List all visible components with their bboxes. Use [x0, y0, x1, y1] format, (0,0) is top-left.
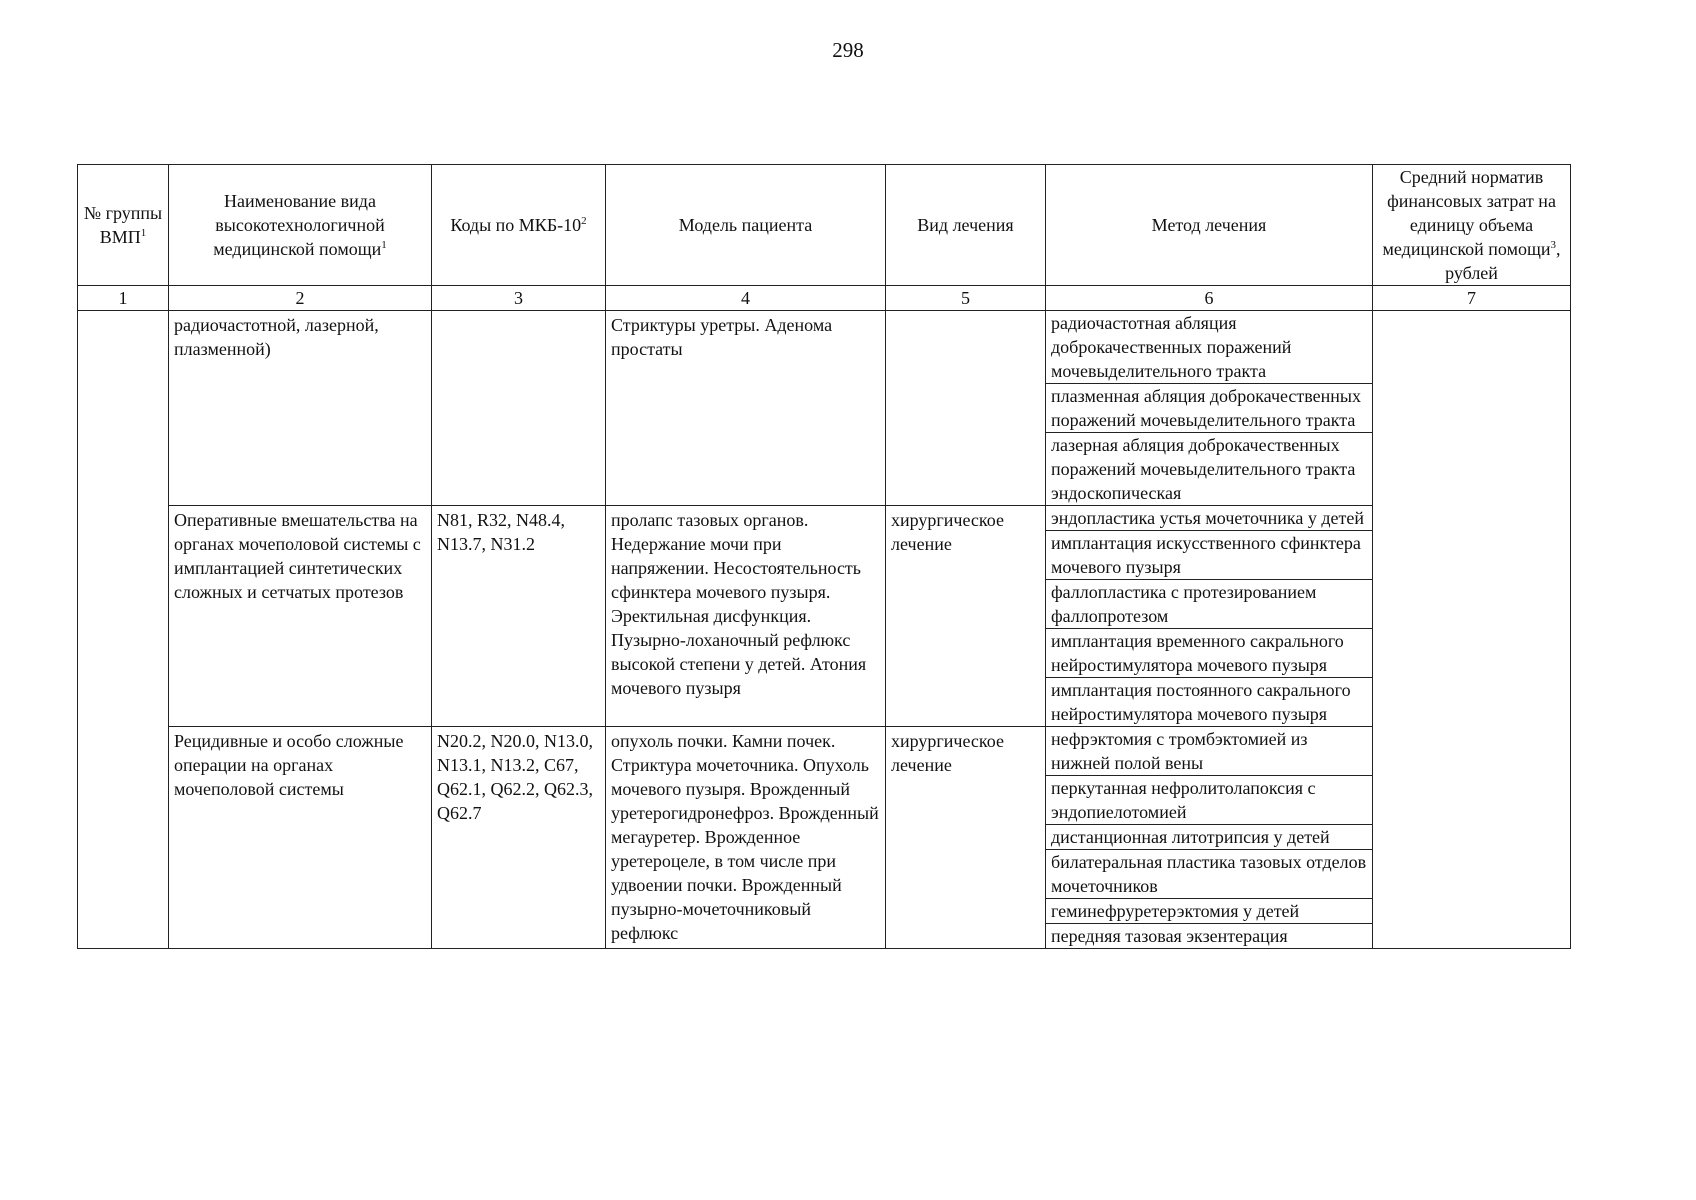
column-number: 3 [432, 286, 606, 311]
treatment-method: дистанционная литотрипсия у детей [1046, 825, 1372, 850]
treatment-method: эндопластика устья мочеточника у детей [1046, 506, 1372, 531]
patient-model-cell: опухоль почки. Камни почек. Стриктура мочеточника. Опухоль мочевого пузыря. Врожденный уретерогидронефроз. Врожденный мегауретер. Врожденное уретероцеле, в том числе при удвоении почки. Врожденный пузырно-мочеточниковый рефлюкс [606, 727, 886, 949]
icd-codes-cell: N20.2, N20.0, N13.0, N13.1, N13.2, C67, Q62.1, Q62.2, Q62.3, Q62.7 [432, 727, 606, 949]
header-row [78, 165, 1571, 286]
treatment-method: плазменная абляция доброкачественных поражений мочевыделительного тракта [1046, 384, 1372, 433]
treatment-method: имплантация временного сакрального нейростимулятора мочевого пузыря [1046, 629, 1372, 678]
treatment-methods-cell [1046, 311, 1373, 506]
column-number: 1 [78, 286, 169, 311]
icd-codes-cell [432, 311, 606, 506]
care-type-cell: Оперативные вмешательства на органах мочеполовой системы с имплантацией синтетических сложных и сетчатых протезов [169, 506, 432, 727]
treatment-method: фаллопластика с протезированием фаллопротезом [1046, 580, 1372, 629]
group-number-cell [78, 311, 169, 949]
header-patient-model: Модель пациента [606, 165, 886, 286]
treatment-method: нефрэктомия с тромбэктомией из нижней полой вены [1046, 727, 1372, 776]
treatment-methods-cell [1046, 506, 1373, 727]
header-care-type: Наименование вида высокотехнологичной медицинской помощи$^1$ [169, 165, 432, 286]
icd-codes-cell: N81, R32, N48.4, N13.7, N31.2 [432, 506, 606, 727]
column-number: 6 [1046, 286, 1373, 311]
column-number: 7 [1373, 286, 1571, 311]
treatment-method: лазерная абляция доброкачественных поражений мочевыделительного тракта эндоскопическая [1051, 435, 1356, 503]
treatment-method: имплантация искусственного сфинктера мочевого пузыря [1046, 531, 1372, 580]
header-cost-standard: Средний норматив финансовых затрат на единицу объема медицинской помощи$^3$, рублей [1373, 165, 1571, 286]
column-number: 2 [169, 286, 432, 311]
treatment-method: передняя тазовая экзентерация [1051, 926, 1288, 946]
treatment-methods-cell [1046, 727, 1373, 949]
header-treatment-method: Метод лечения [1046, 165, 1373, 286]
treatment-method: имплантация постоянного сакрального нейростимулятора мочевого пузыря [1051, 680, 1351, 724]
column-number: 4 [606, 286, 886, 311]
treatment-method: билатеральная пластика тазовых отделов мочеточников [1046, 850, 1372, 899]
vmp-table [77, 164, 1571, 949]
column-number: 5 [886, 286, 1046, 311]
page-number: 298 [832, 38, 864, 62]
treatment-type-cell: хирургическое лечение [886, 727, 1046, 949]
treatment-method: перкутанная нефролитолапоксия с эндопиелотомией [1046, 776, 1372, 825]
column-number-row [78, 286, 1571, 311]
treatment-method: радиочастотная абляция доброкачественных поражений мочевыделительного тракта [1046, 311, 1372, 384]
header-group-number: № группы ВМП$^1$ [78, 165, 169, 286]
cost-standard-cell [1373, 311, 1571, 949]
care-type-cell: радиочастотной, лазерной, плазменной) [169, 311, 432, 506]
header-icd-codes: Коды по МКБ-$10^2$ [432, 165, 606, 286]
treatment-type-cell: хирургическое лечение [886, 506, 1046, 727]
care-type-cell: Рецидивные и особо сложные операции на органах мочеполовой системы [169, 727, 432, 949]
header-treatment-type: Вид лечения [886, 165, 1046, 286]
patient-model-cell: пролапс тазовых органов. Недержание мочи при напряжении. Несостоятельность сфинктера мочевого пузыря. Эректильная дисфункция. Пузырно-лоханочный рефлюкс высокой степени у детей. Атония мочевого пузыря [606, 506, 886, 727]
table-row [78, 311, 1571, 506]
table-row [78, 506, 1571, 727]
treatment-method: геминефруретерэктомия у детей [1046, 899, 1372, 924]
treatment-type-cell [886, 311, 1046, 506]
patient-model-cell: Стриктуры уретры. Аденома простаты [606, 311, 886, 506]
table-row [78, 727, 1571, 949]
